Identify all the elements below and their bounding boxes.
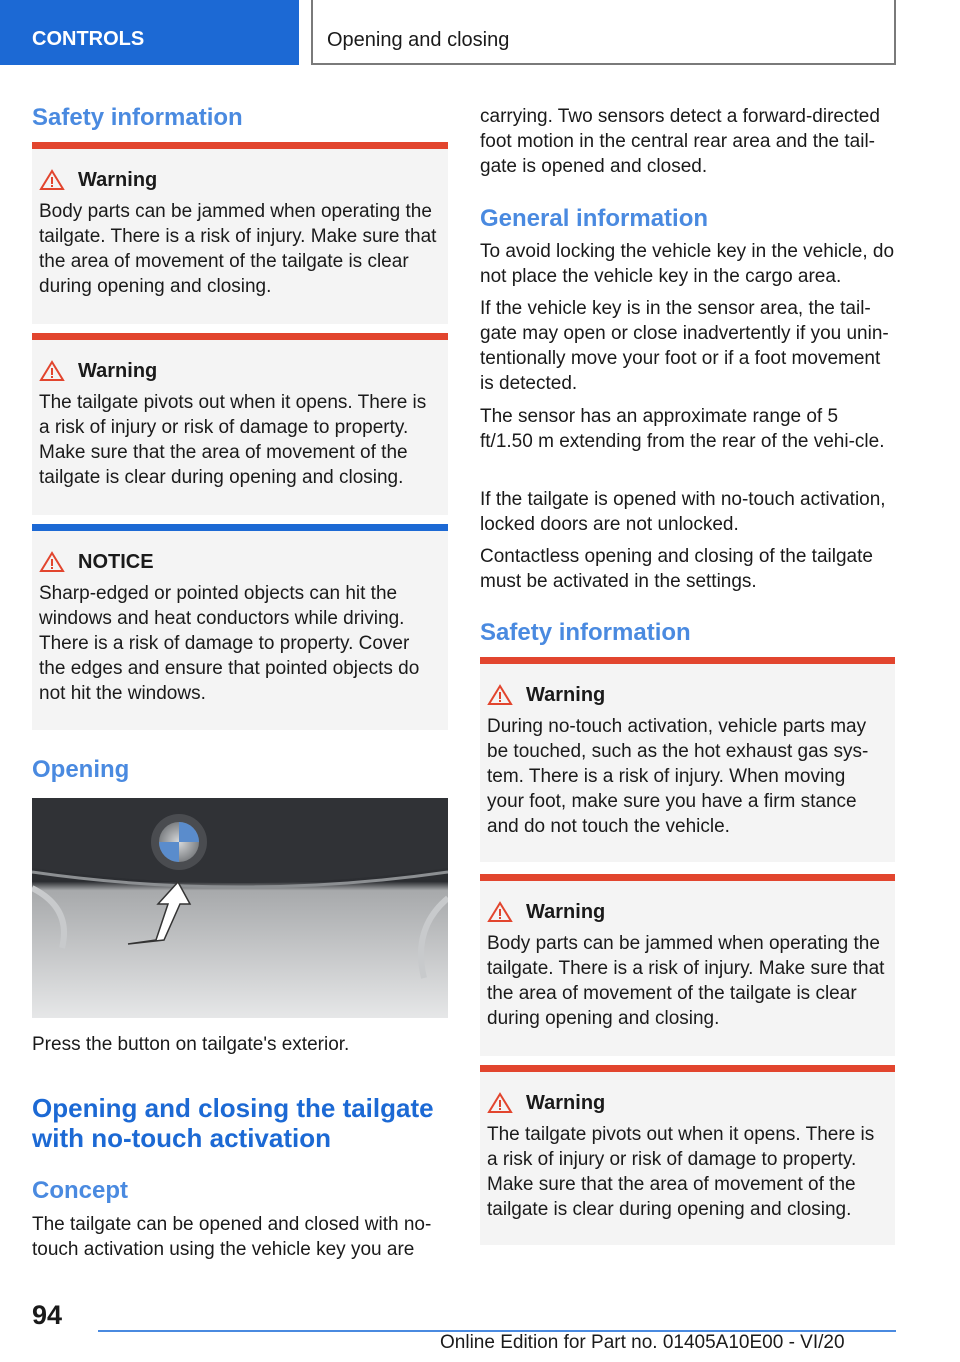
concept-continued: carrying. Two sensors detect a forward-directed foot motion in the central rear area and the tail-gate is opened and closed.: [480, 106, 880, 177]
notouch-heading: Opening and closing the tailgate with no-touch activation: [32, 1093, 434, 1153]
concept-text: The tailgate can be opened and closed with no-touch activation using the vehicle key you are: [32, 1214, 432, 1260]
warning-triangle-icon: [39, 360, 65, 382]
warning-title: Warning: [526, 900, 606, 923]
warning-triangle-icon: [39, 169, 65, 191]
edition-footer: Online Edition for Part no. 01405A10E00 - VI/20: [440, 1332, 845, 1353]
concept-heading: Concept: [32, 1177, 128, 1204]
notice-title: NOTICE: [78, 550, 154, 573]
opening-heading: Opening: [32, 756, 130, 783]
photo-caption: Press the button on tailgate's exterior.: [32, 1034, 350, 1055]
tailgate-button-photo: [32, 798, 448, 1018]
general-paragraph: To avoid locking the vehicle key in the vehicle, do not place the vehicle key in the cargo area.: [480, 241, 895, 287]
safety-heading-right: Safety information: [480, 619, 691, 646]
warning-triangle-icon: [487, 901, 513, 923]
warning-triangle-icon: [39, 551, 65, 573]
warning-box: [480, 1065, 895, 1245]
page-number: 94: [32, 1300, 63, 1330]
warning-box: [32, 142, 448, 324]
warning-title: Warning: [78, 359, 158, 382]
warning-text: Body parts can be jammed when operating the tailgate. There is a risk of injury. Make sure that the area of movement of the tailgate is clear during opening and closing.: [39, 201, 437, 297]
warning-title: Warning: [526, 683, 606, 706]
warning-text: The tailgate pivots out when it opens. There is a risk of injury or risk of damage to property. Make sure that the area of movement of the tailgate is clear during opening and closing.: [487, 1124, 875, 1220]
notice-text: Sharp-edged or pointed objects can hit the windows and heat conductors while driving. There is a risk of damage to property. Cover the edges and ensure that pointed objects do not hit the windows.: [39, 583, 420, 704]
warning-box: [480, 874, 895, 1056]
general-paragraph: Contactless opening and closing of the tailgate must be activated in the settings.: [480, 546, 873, 592]
general-paragraph: If the vehicle key is in the sensor area, the tail-gate may open or close inadvertently if you unin-tentionally move your foot or if a foot movement is detected.: [480, 298, 889, 394]
warning-title: Warning: [78, 168, 158, 191]
warning-title: Warning: [526, 1091, 606, 1114]
notice-box: [32, 524, 448, 730]
warning-text: The tailgate pivots out when it opens. There is a risk of injury or risk of damage to property. Make sure that the area of movement of the tailgate is clear during opening and closing.: [39, 392, 427, 488]
safety-heading-left: Safety information: [32, 104, 243, 131]
warning-text: During no-touch activation, vehicle parts may be touched, such as the hot exhaust gas sys-tem. There is a risk of injury. When moving your foot, make sure you have a firm stance and do not touch the vehicle.: [487, 716, 869, 837]
general-paragraph: If the tailgate is opened with no-touch activation, locked doors are not unlocked.: [480, 489, 886, 535]
warning-text: Body parts can be jammed when operating the tailgate. There is a risk of injury. Make sure that the area of movement of the tailgate is clear during opening and closing.: [487, 933, 885, 1029]
warning-box: [480, 657, 895, 862]
chapter-title: Opening and closing: [311, 0, 896, 65]
general-paragraph: The sensor has an approximate range of 5 ft/1.50 m extending from the rear of the vehi-cle.: [480, 406, 885, 452]
section-tab: CONTROLS: [0, 0, 299, 65]
warning-box: [32, 333, 448, 515]
warning-triangle-icon: [487, 1092, 513, 1114]
warning-triangle-icon: [487, 684, 513, 706]
general-heading: General information: [480, 205, 709, 232]
